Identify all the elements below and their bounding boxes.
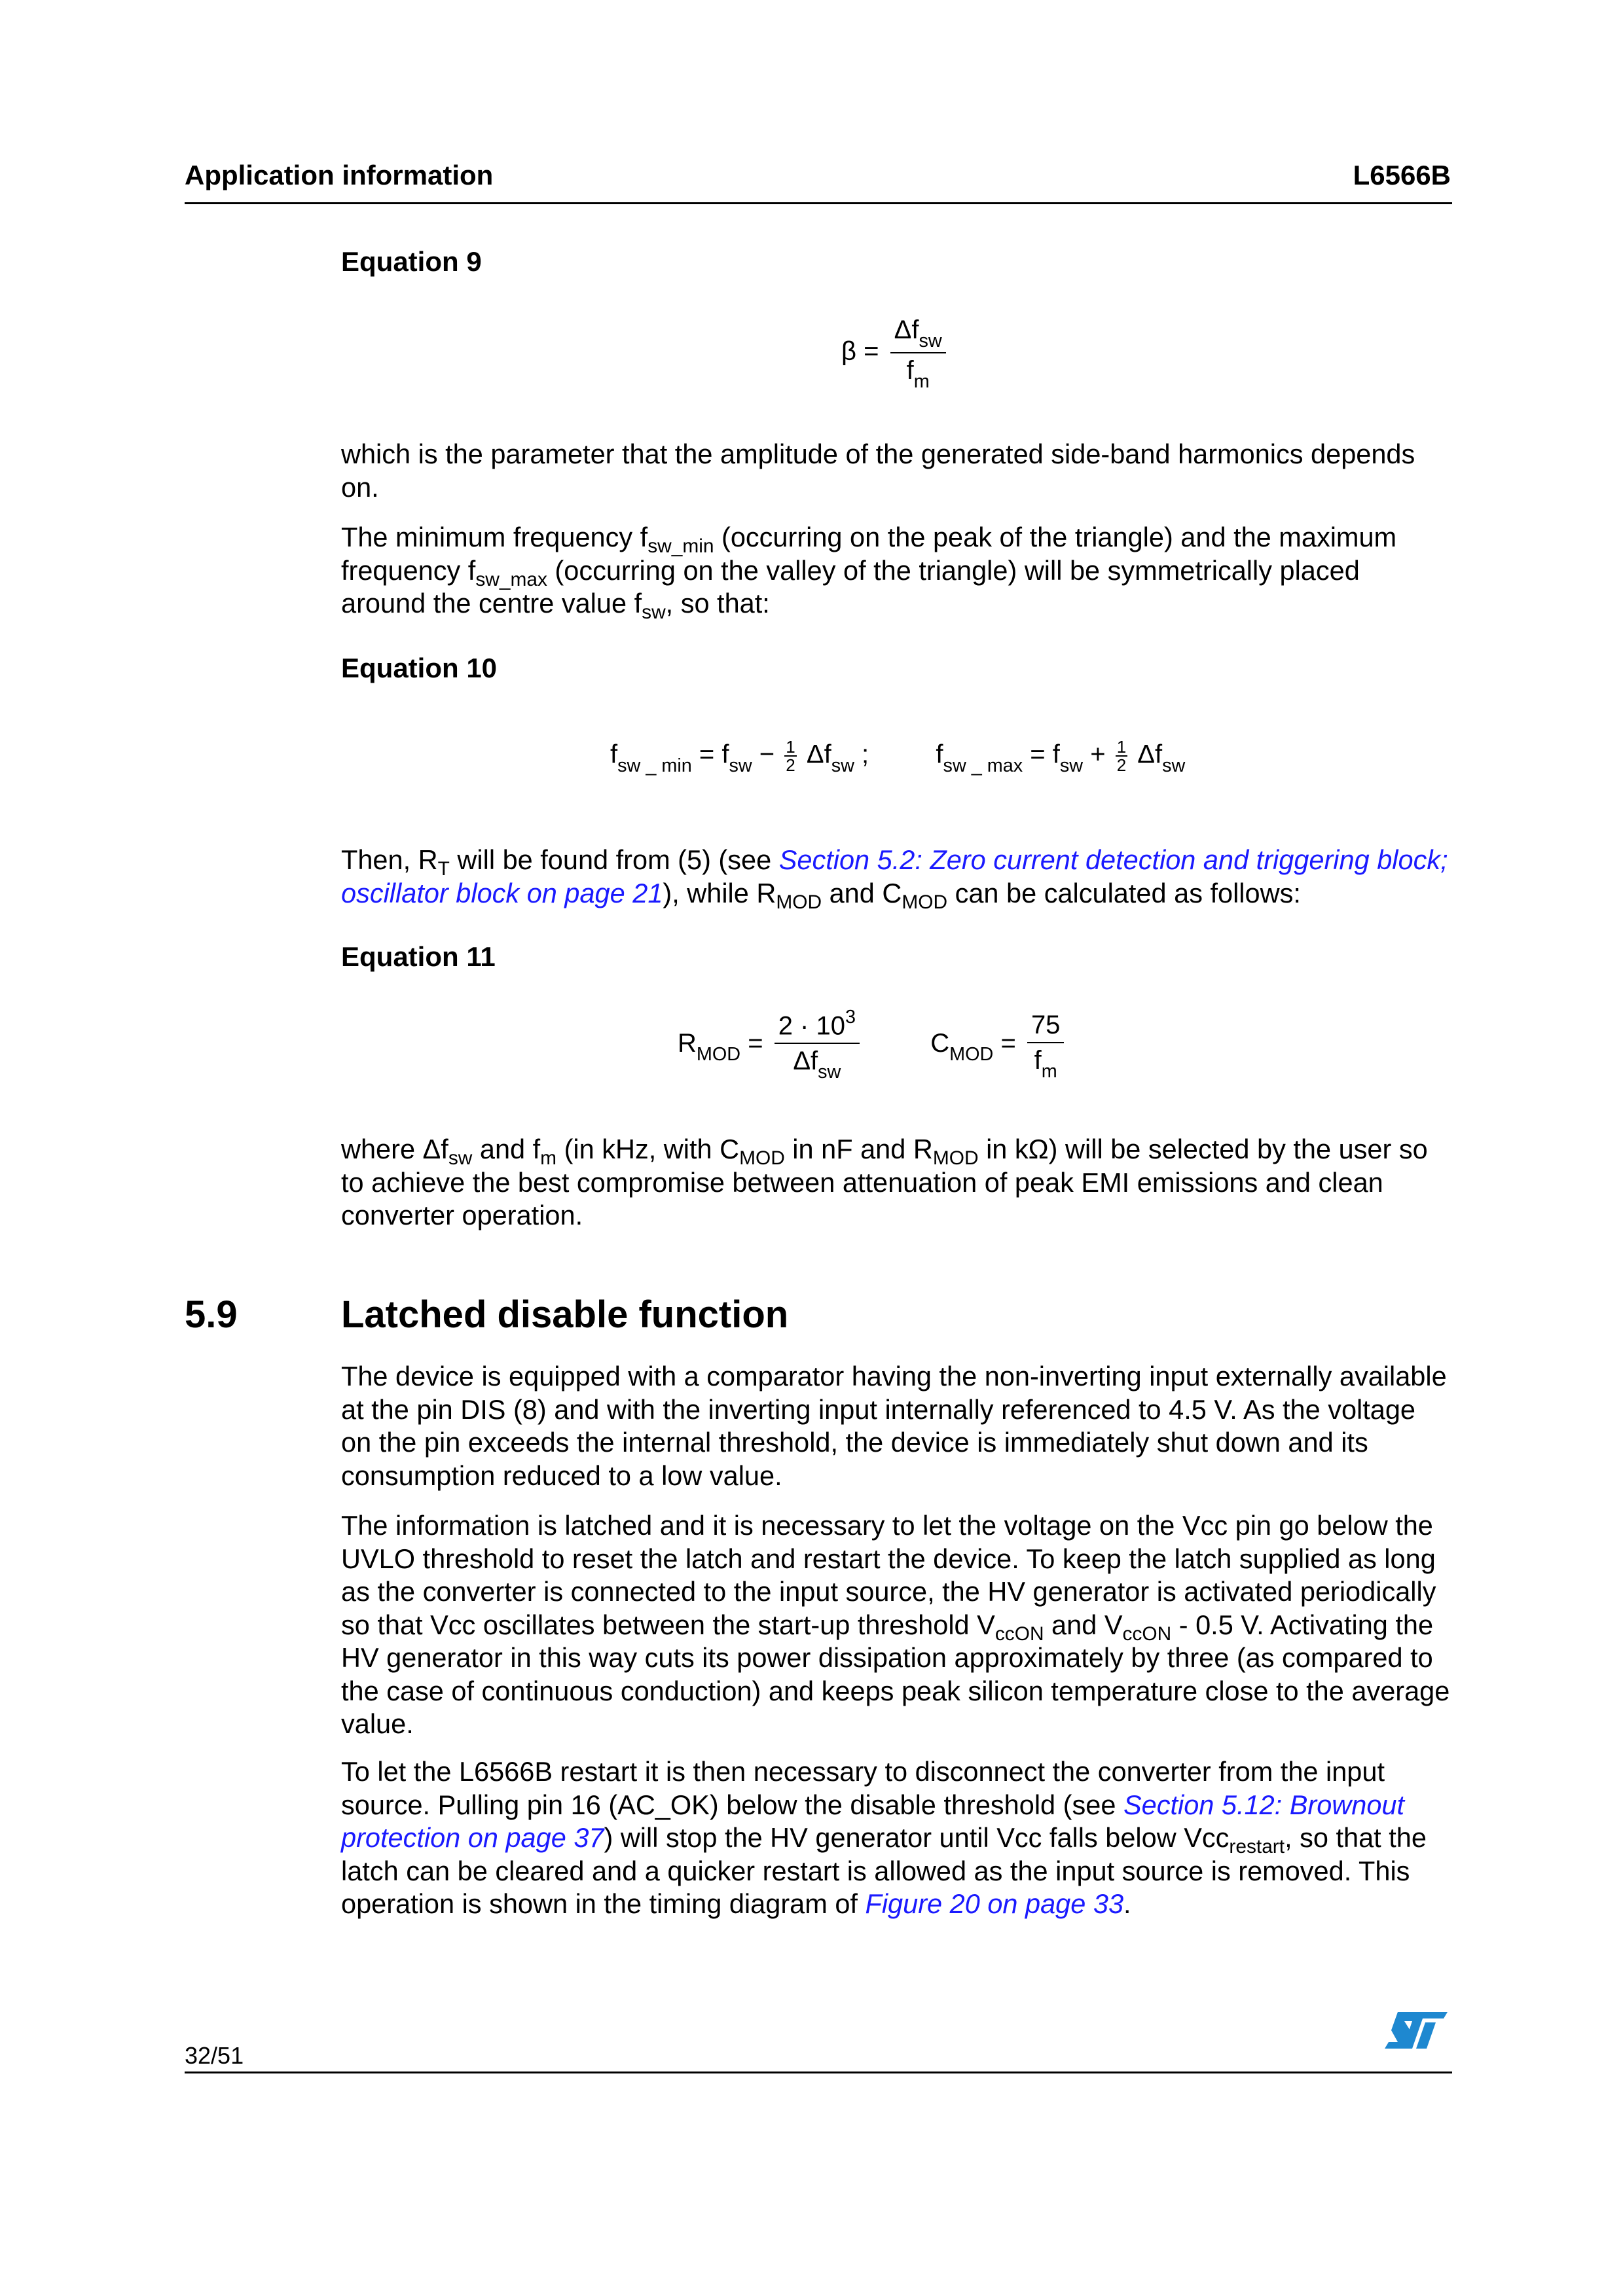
text-run: The information is latched and it is necessary to let the voltage on the Vcc pin go below the UVLO threshold to reset the latch and restart the device. To keep the latch supplied as long as the converter is connected to the input source, the HV generator is activated periodically so that Vcc oscillates between the start-up threshold V (341, 1510, 1436, 1640)
text-run: . (1123, 1888, 1131, 1919)
equation-9-label: Equation 9 (341, 246, 482, 277)
header-rule (185, 202, 1452, 204)
eq-symbol: Δf (1137, 740, 1163, 769)
eq-subscript: m (1041, 1060, 1057, 1082)
eq-subscript: sw _ max (943, 755, 1023, 776)
text-run: where Δf (341, 1134, 448, 1164)
text-run: can be calculated as follows: (947, 877, 1301, 908)
text-run: (in kHz, with C (556, 1134, 740, 1164)
text-run: The minimum frequency f (341, 522, 648, 552)
cross-reference-link[interactable]: Section 5.12: Brownout protection on page 37 (341, 1789, 1405, 1853)
eq-symbol: 1 (786, 737, 795, 757)
eq-subscript: sw (1162, 755, 1186, 776)
text-run: (occurring on the valley of the triangle) will be symmetrically placed around the centre value f (341, 554, 1360, 619)
paragraph (341, 1360, 1467, 1492)
subscript: m (540, 1147, 557, 1169)
page-number: 32/51 (185, 2042, 244, 2069)
eq-subscript: sw (919, 330, 942, 351)
text-run: ), while R (663, 877, 776, 908)
eq-subscript: MOD (696, 1044, 741, 1066)
text-run: ) will stop the HV generator until Vcc falls below Vcc (604, 1822, 1230, 1853)
text-run: , so that: (665, 588, 770, 619)
eq-symbol: ; (862, 740, 869, 769)
subscript: sw_max (475, 568, 547, 590)
header-doc-id: L6566B (1353, 160, 1451, 190)
eq-subscript: m (913, 370, 930, 392)
section-title: Latched disable function (341, 1293, 789, 1336)
eq-symbol: R (678, 1029, 697, 1058)
subscript: restart (1229, 1835, 1285, 1857)
eq-symbol: Δf (806, 740, 831, 769)
eq-subscript: sw _ min (617, 755, 692, 776)
eq-subscript: sw (818, 1062, 841, 1083)
eq-symbol: + (1090, 740, 1106, 769)
text-run: , so that the latch can be cleared and a quicker restart is allowed as the input source is removed. This operation is shown in the timing diagram of (341, 1822, 1427, 1919)
paragraph (341, 1133, 1467, 1232)
paragraph (341, 521, 1467, 623)
eq-symbol: − (759, 740, 775, 769)
equation-10 (610, 738, 1185, 775)
subscript: sw_min (647, 535, 714, 557)
eq-subscript: MOD (949, 1044, 994, 1066)
subscript: sw (448, 1147, 473, 1169)
footer-rule (185, 2072, 1452, 2073)
eq-symbol: f (610, 740, 618, 769)
text-run: which is the parameter that the amplitude of the generated side-band harmonics depends on. (341, 439, 1415, 503)
eq-symbol: = f (1030, 740, 1060, 769)
paragraph (341, 1755, 1467, 1921)
text-run: and C (822, 877, 902, 908)
eq-symbol: f (906, 355, 914, 385)
subscript: MOD (776, 891, 822, 913)
eq-symbol: 2 (786, 755, 795, 775)
eq-symbol: 75 (1027, 1009, 1065, 1043)
eq-symbol: β (841, 336, 857, 366)
eq-symbol: = (864, 336, 879, 366)
subscript: MOD (902, 891, 948, 913)
equation-11-label: Equation 11 (341, 941, 496, 972)
eq-symbol: = f (699, 740, 729, 769)
subscript: MOD (739, 1147, 785, 1169)
paragraph (341, 844, 1467, 913)
text-run: To let the L6566B restart it is then necessary to disconnect the converter from the input source. Pulling pin 16 (AC_OK) below the disable threshold (see (341, 1756, 1385, 1820)
text-run: The device is equipped with a comparator having the non-inverting input externally available at the pin DIS (8) and with the inverting input internally referenced to 4.5 V. As the voltage on the pin exceeds the internal threshold, the device is immediately shut down and its consumption reduced to a low value. (341, 1361, 1447, 1491)
eq-symbol: C (930, 1029, 950, 1058)
equation-10-label: Equation 10 (341, 653, 498, 683)
equation-11 (678, 1008, 1068, 1082)
text-run: Then, R (341, 844, 438, 875)
text-run: and f (472, 1134, 541, 1164)
eq-subscript: sw (1059, 755, 1084, 776)
eq-symbol: = (1000, 1029, 1016, 1058)
text-run: and V (1044, 1609, 1123, 1640)
eq-symbol: = (748, 1029, 763, 1058)
eq-symbol: 2 · 10 (778, 1011, 845, 1041)
subscript: MOD (932, 1147, 979, 1169)
subscript: T (437, 857, 450, 880)
eq-symbol: 2 (1116, 755, 1127, 775)
header-section-title: Application information (185, 160, 494, 190)
text-run: will be found from (5) (see (449, 844, 779, 875)
eq-symbol: 1 (1116, 737, 1127, 757)
paragraph (341, 438, 1467, 504)
text-run: in kΩ) will be selected by the user so to achieve the best compromise between attenuation of peak EMI emissions and clean converter operation. (341, 1134, 1428, 1230)
eq-symbol: Δf (894, 315, 919, 344)
eq-symbol: Δf (793, 1047, 818, 1076)
st-logo (1385, 2009, 1450, 2054)
cross-reference-link[interactable]: Section 5.2: Zero current detection and triggering block; oscillator block on page 21 (341, 844, 1448, 908)
section-number: 5.9 (185, 1293, 238, 1336)
eq-symbol: f (936, 740, 943, 769)
paragraph (341, 1509, 1467, 1741)
subscript: ccON (1122, 1623, 1172, 1645)
eq-symbol: f (1034, 1045, 1042, 1075)
subscript: ccON (994, 1623, 1044, 1645)
text-run: (occurring on the peak of the triangle) and the maximum frequency f (341, 522, 1397, 586)
eq-superscript: 3 (845, 1007, 856, 1028)
eq-subscript: sw (831, 755, 854, 776)
equation-9 (841, 314, 950, 391)
eq-subscript: sw (729, 755, 752, 776)
text-run: - 0.5 V. Activating the HV generator in this way cuts its power dissipation approximately by three (as compared to the case of continuous conduction) and keeps peak silicon temperature close to the average value. (341, 1609, 1450, 1739)
subscript: sw (642, 601, 666, 623)
text-run: in nF and R (784, 1134, 933, 1164)
cross-reference-link[interactable]: Figure 20 on page 33 (865, 1888, 1124, 1919)
